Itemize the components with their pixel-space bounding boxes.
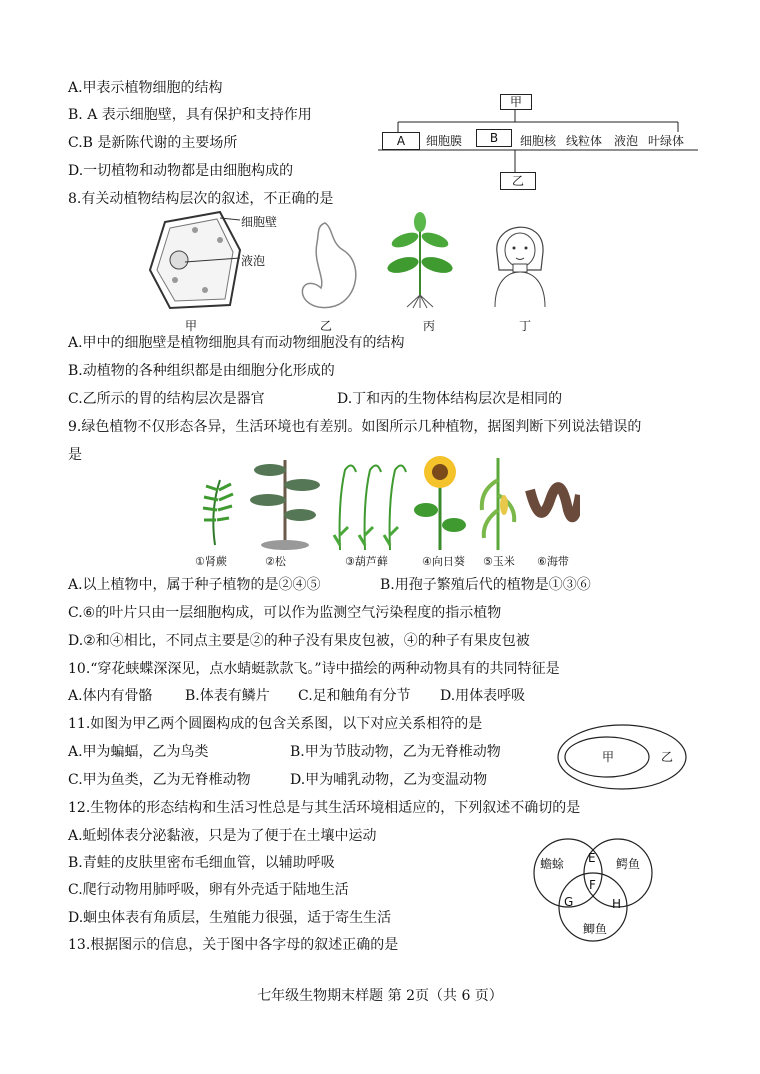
q12-option-b: B.青蛙的皮肤里密布毛细血管，以辅助呼吸 xyxy=(68,855,335,871)
q7-option-a: A.甲表示植物细胞的结构 xyxy=(68,80,223,96)
q10-stem: 10.“穿花蛱蝶深深见，点水蜻蜓款款飞。”诗中描绘的两种动物具有的共同特征是 xyxy=(68,661,560,677)
q11-option-c: C.甲为鱼类，乙为无脊椎动物 xyxy=(68,772,251,788)
q11-option-d: D.甲为哺乳动物，乙为变温动物 xyxy=(290,772,488,788)
venn-region-h: H xyxy=(612,897,622,911)
diagram-node-jia: 甲 xyxy=(500,94,532,110)
q7-option-c: C.B 是新陈代谢的主要场所 xyxy=(68,135,238,151)
plant-cell-icon xyxy=(145,210,255,310)
q9-option-d: D.②和④相比，不同点主要是②的种子没有果皮包被，④的种子有果皮包被 xyxy=(68,633,530,649)
q11-option-a: A.甲为蝙蝠，乙为鸟类 xyxy=(68,744,209,760)
moss-icon xyxy=(334,465,406,550)
q9-caption-4: ④向日葵 xyxy=(422,555,465,568)
venn-crocodile-label: 鳄鱼 xyxy=(616,857,641,871)
girl-icon xyxy=(485,212,555,312)
q8-caption-bing: 丙 xyxy=(423,319,436,333)
q8-caption-yi: 乙 xyxy=(320,319,333,333)
diagram-node-mitochondria: 线粒体 xyxy=(566,134,603,148)
q9-caption-5: ⑤玉米 xyxy=(483,555,515,568)
plant-icon xyxy=(385,210,455,310)
page-footer: 七年级生物期末样题 第 2页（共 6 页） xyxy=(257,988,503,1004)
cell-wall-label: 细胞壁 xyxy=(241,215,278,229)
q8-option-d: D.丁和丙的生物体结构层次是相同的 xyxy=(337,391,563,407)
venn-toad-label: 蟾蜍 xyxy=(540,857,565,871)
q9-caption-6: ⑥海带 xyxy=(537,555,569,568)
q8-option-c: C.乙所示的胃的结构层次是器官 xyxy=(68,391,265,407)
inner-circle-label: 甲 xyxy=(602,750,615,764)
q9-caption-3: ③葫芦藓 xyxy=(345,555,388,568)
diagram-node-a: A xyxy=(382,132,420,150)
diagram-node-nucleus: 细胞核 xyxy=(520,134,557,148)
q12-option-a: A.蚯蚓体表分泌黏液，只是为了便于在土壤中运动 xyxy=(68,828,377,844)
venn-region-g: G xyxy=(564,895,574,909)
q10-option-c: C.足和触角有分节 xyxy=(298,688,411,704)
stomach-icon xyxy=(295,218,365,318)
sunflower-icon xyxy=(414,456,466,550)
kelp-icon xyxy=(530,487,580,517)
q8-caption-ding: 丁 xyxy=(519,319,532,333)
outer-circle-label: 乙 xyxy=(661,750,674,764)
vacuole-label: 液泡 xyxy=(241,254,266,268)
q9-caption-2: ②松 xyxy=(265,555,286,568)
q12-option-d: D.蛔虫体表有角质层，生殖能力很强，适于寄生生活 xyxy=(68,910,392,926)
q9-stem-line2: 是 xyxy=(68,447,82,463)
venn-crucian-label: 鲫鱼 xyxy=(583,922,608,936)
corn-icon xyxy=(482,458,514,550)
q10-option-b: B.体表有鳞片 xyxy=(185,688,270,704)
q8-caption-jia: 甲 xyxy=(185,319,198,333)
q9-option-a: A.以上植物中，属于种子植物的是②④⑤ xyxy=(68,577,321,593)
q8-stem: 8.有关动植物结构层次的叙述，不正确的是 xyxy=(68,191,334,207)
diagram-node-yi: 乙 xyxy=(500,172,536,190)
venn-diagram xyxy=(528,835,658,945)
q11-stem: 11.如图为甲乙两个圆圈构成的包含关系图，以下对应关系相符的是 xyxy=(68,716,483,732)
venn-region-e: E xyxy=(588,851,596,865)
q9-caption-1: ①肾蕨 xyxy=(195,555,227,568)
q8-option-b: B.动植物的各种组织都是由细胞分化形成的 xyxy=(68,363,335,379)
q9-option-c: C.⑥的叶片只由一层细胞构成，可以作为监测空气污染程度的指示植物 xyxy=(68,605,502,621)
diagram-node-chloroplast: 叶绿体 xyxy=(648,134,685,148)
diagram-node-vacuole: 液泡 xyxy=(614,134,639,148)
cell-structure-diagram xyxy=(378,92,698,192)
diagram-node-b: B xyxy=(476,129,512,147)
q7-option-d: D.一切植物和动物都是由细胞构成的 xyxy=(68,163,294,179)
q10-option-a: A.体内有骨骼 xyxy=(68,688,153,704)
q7-option-b: B. A 表示细胞壁，具有保护和支持作用 xyxy=(68,107,312,123)
q12-option-c: C.爬行动物用肺呼吸，卵有外壳适于陆地生活 xyxy=(68,882,349,898)
q9-stem-line1: 9.绿色植物不仅形态各异，生活环境也有差别。如图所示几种植物，据图判断下列说法错误的 xyxy=(68,419,642,435)
pine-icon xyxy=(250,460,320,550)
q13-stem: 13.根据图示的信息，关于图中各字母的叙述正确的是 xyxy=(68,937,399,953)
venn-region-f: F xyxy=(589,878,596,892)
q9-option-b: B.用孢子繁殖后代的植物是①③⑥ xyxy=(380,577,591,593)
q12-stem: 12.生物体的形态结构和生活习性总是与其生活环境相适应的，下列叙述不确切的是 xyxy=(68,800,581,816)
q10-option-d: D.用体表呼吸 xyxy=(440,688,526,704)
q8-figures xyxy=(145,210,565,340)
plants-illustration xyxy=(190,450,580,550)
fern-icon xyxy=(203,480,233,545)
q11-option-b: B.甲为节肢动物，乙为无脊椎动物 xyxy=(290,744,501,760)
inclusion-diagram xyxy=(555,722,690,792)
diagram-node-membrane: 细胞膜 xyxy=(426,134,463,148)
q8-option-a: A.甲中的细胞壁是植物细胞具有而动物细胞没有的结构 xyxy=(68,335,405,351)
q9-plant-figures xyxy=(190,450,580,570)
